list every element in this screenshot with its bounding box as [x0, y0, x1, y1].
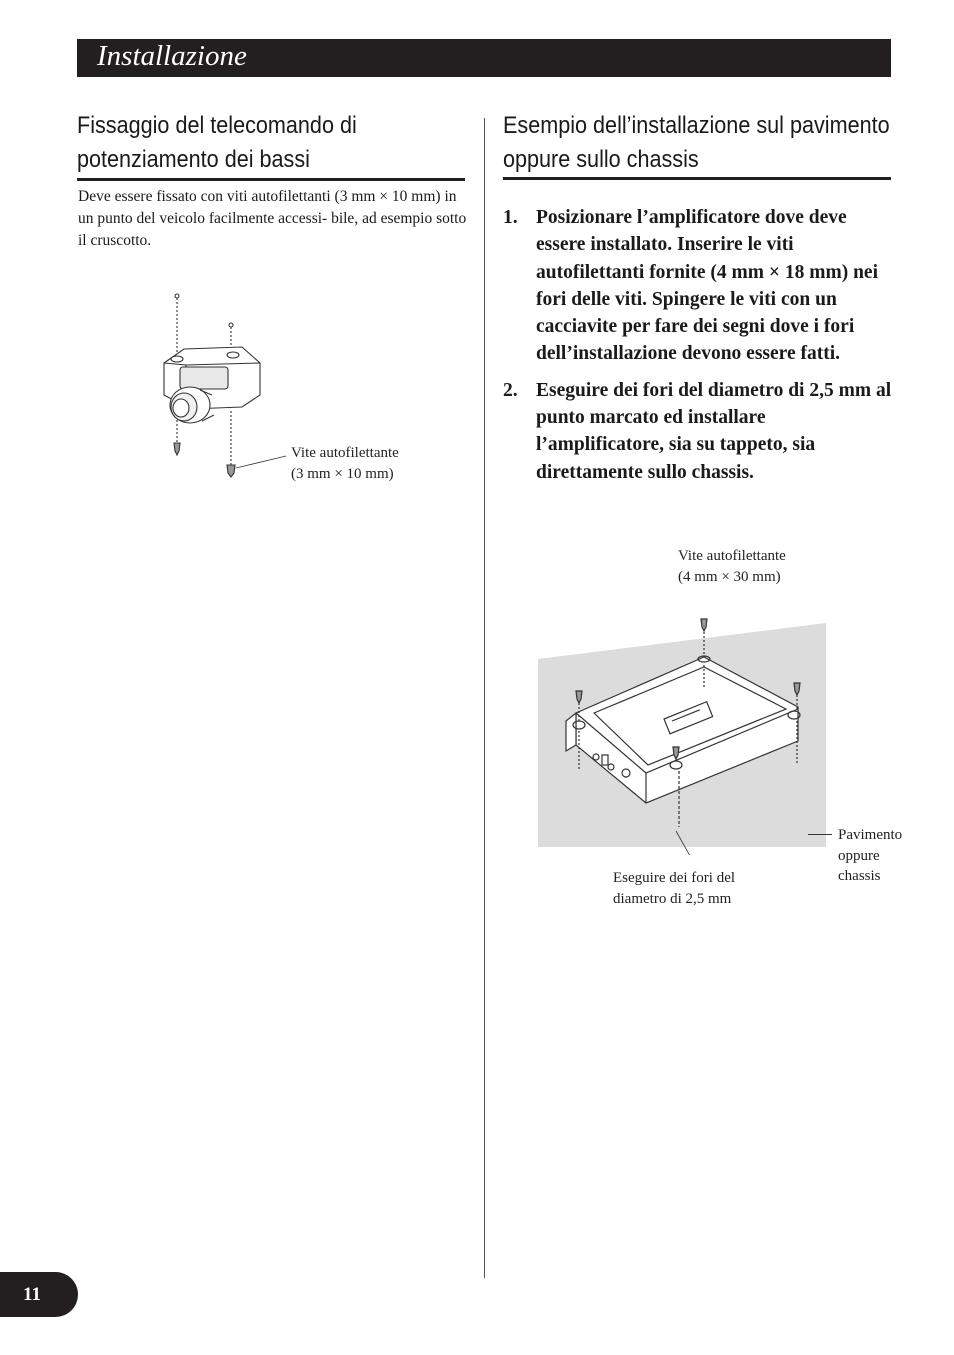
- holes-caption: Eseguire dei fori del diametro di 2,5 mm: [613, 870, 736, 907]
- floor-caption: Pavimento oppure chassis: [838, 827, 903, 884]
- step-item: [503, 204, 893, 368]
- page-number: 11: [23, 1284, 41, 1305]
- step-number: 2.: [503, 379, 518, 401]
- floor-leader-line: [808, 834, 832, 835]
- left-figure-caption: Vite autofilettante (3 mm × 10 mm): [291, 445, 399, 482]
- amplifier-installation-figure: [536, 595, 836, 855]
- section-title: Installazione: [97, 40, 247, 72]
- page-number-tab: [0, 1272, 78, 1317]
- screw-caption: Vite autofilettante (4 mm × 30 mm): [678, 548, 786, 585]
- column-divider: [484, 118, 485, 1278]
- step-text: Eseguire dei fori del diametro di 2,5 mm al punto marcato ed installare l’amplificatore, sia su tappeto, sia direttamente sullo chassis.: [536, 379, 892, 483]
- step-item: [503, 377, 893, 486]
- section-header-bar: [77, 39, 891, 77]
- right-heading: Esempio dell’installazione sul pavimento oppure sullo chassis: [503, 112, 890, 173]
- right-heading-rule: [503, 177, 891, 180]
- left-heading: Fissaggio del telecomando di potenziamento dei bassi: [77, 112, 357, 173]
- left-body-text: Deve essere fissato con viti autofilettanti (3 mm × 10 mm) in un punto del veicolo facilmente accessi- bile, ad esempio sotto il cruscotto.: [78, 188, 467, 249]
- left-heading-rule: [77, 178, 465, 181]
- step-text: Posizionare l’amplificatore dove deve essere installato. Inserire le viti autofilettanti fornite (4 mm × 18 mm) nei fori delle viti. Spingere le viti con un cacciavite per fare dei segni dove i fori dell’installazione devono essere fatti.: [536, 207, 878, 365]
- step-number: 1.: [503, 207, 518, 228]
- installation-steps: [503, 204, 893, 495]
- remote-control-figure: [150, 285, 300, 485]
